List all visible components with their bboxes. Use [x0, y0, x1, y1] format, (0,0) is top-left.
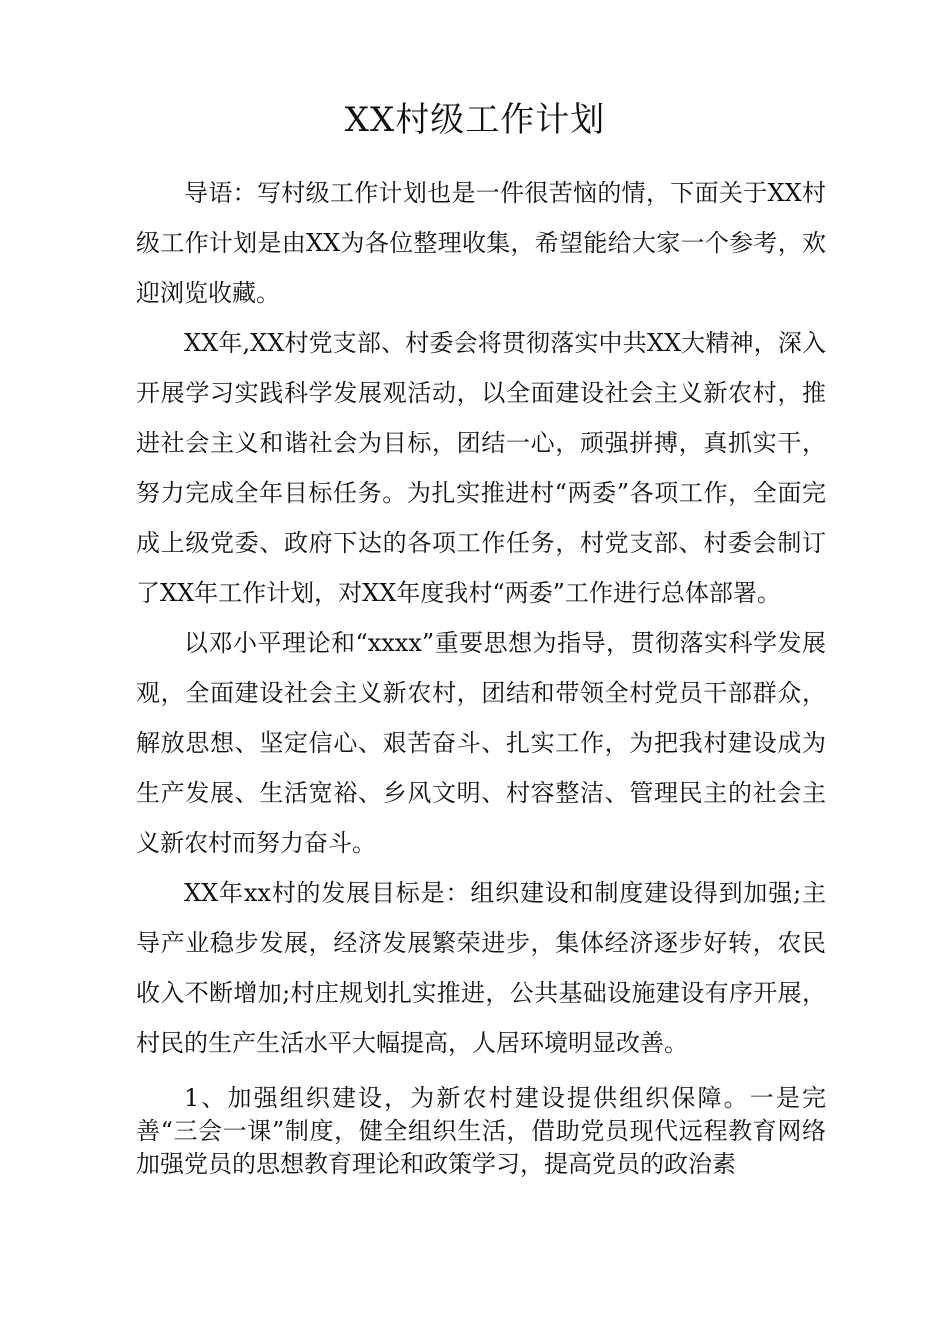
paragraph-intro: 导语：写村级工作计划也是一件很苦恼的情，下面关于XX村级工作计划是由XX为各位整理收集，希望能给大家一个参考，欢迎浏览收藏。 [136, 179, 826, 307]
document-title: XX村级工作计划 [344, 100, 606, 140]
paragraph-overview: XX年,XX村党支部、村委会将贯彻落实中共XX大精神，深入开展学习实践科学发展观活动，以全面建设社会主义新农村，推进社会主义和谐社会为目标，团结一心，顽强拼搏，真抓实干，努力完成全年目标任务。为扎实推进村“两委”各项工作，全面完成上级党委、政府下达的各项工作任务，村党支部、村委会制订了XX年工作计划，对XX年度我村“两委”工作进行总体部署。 [136, 329, 826, 607]
paragraph-organization-building: 1、加强组织建设，为新农村建设提供组织保障。一是完善“三会一课”制度，健全组织生活，借助党员现代远程教育网络加强党员的思想教育理论和政策学习，提高党员的政治素 [136, 1084, 826, 1178]
document-body [136, 168, 826, 1181]
paragraph-guiding-thought: 以邓小平理论和“xxxx”重要思想为指导，贯彻落实科学发展观，全面建设社会主义新农村，团结和带领全村党员干部群众，解放思想、坚定信心、艰苦奋斗、扎实工作，为把我村建设成为生产发展、生活宽裕、乡风文明、村容整洁、管理民主的社会主义新农村而努力奋斗。 [136, 629, 826, 857]
paragraph-goals: XX年xx村的发展目标是：组织建设和制度建设得到加强;主导产业稳步发展，经济发展繁荣进步，集体经济逐步好转，农民收入不断增加;村庄规划扎实推进，公共基础设施建设有序开展，村民的生产生活水平大幅提高，人居环境明显改善。 [136, 879, 826, 1057]
